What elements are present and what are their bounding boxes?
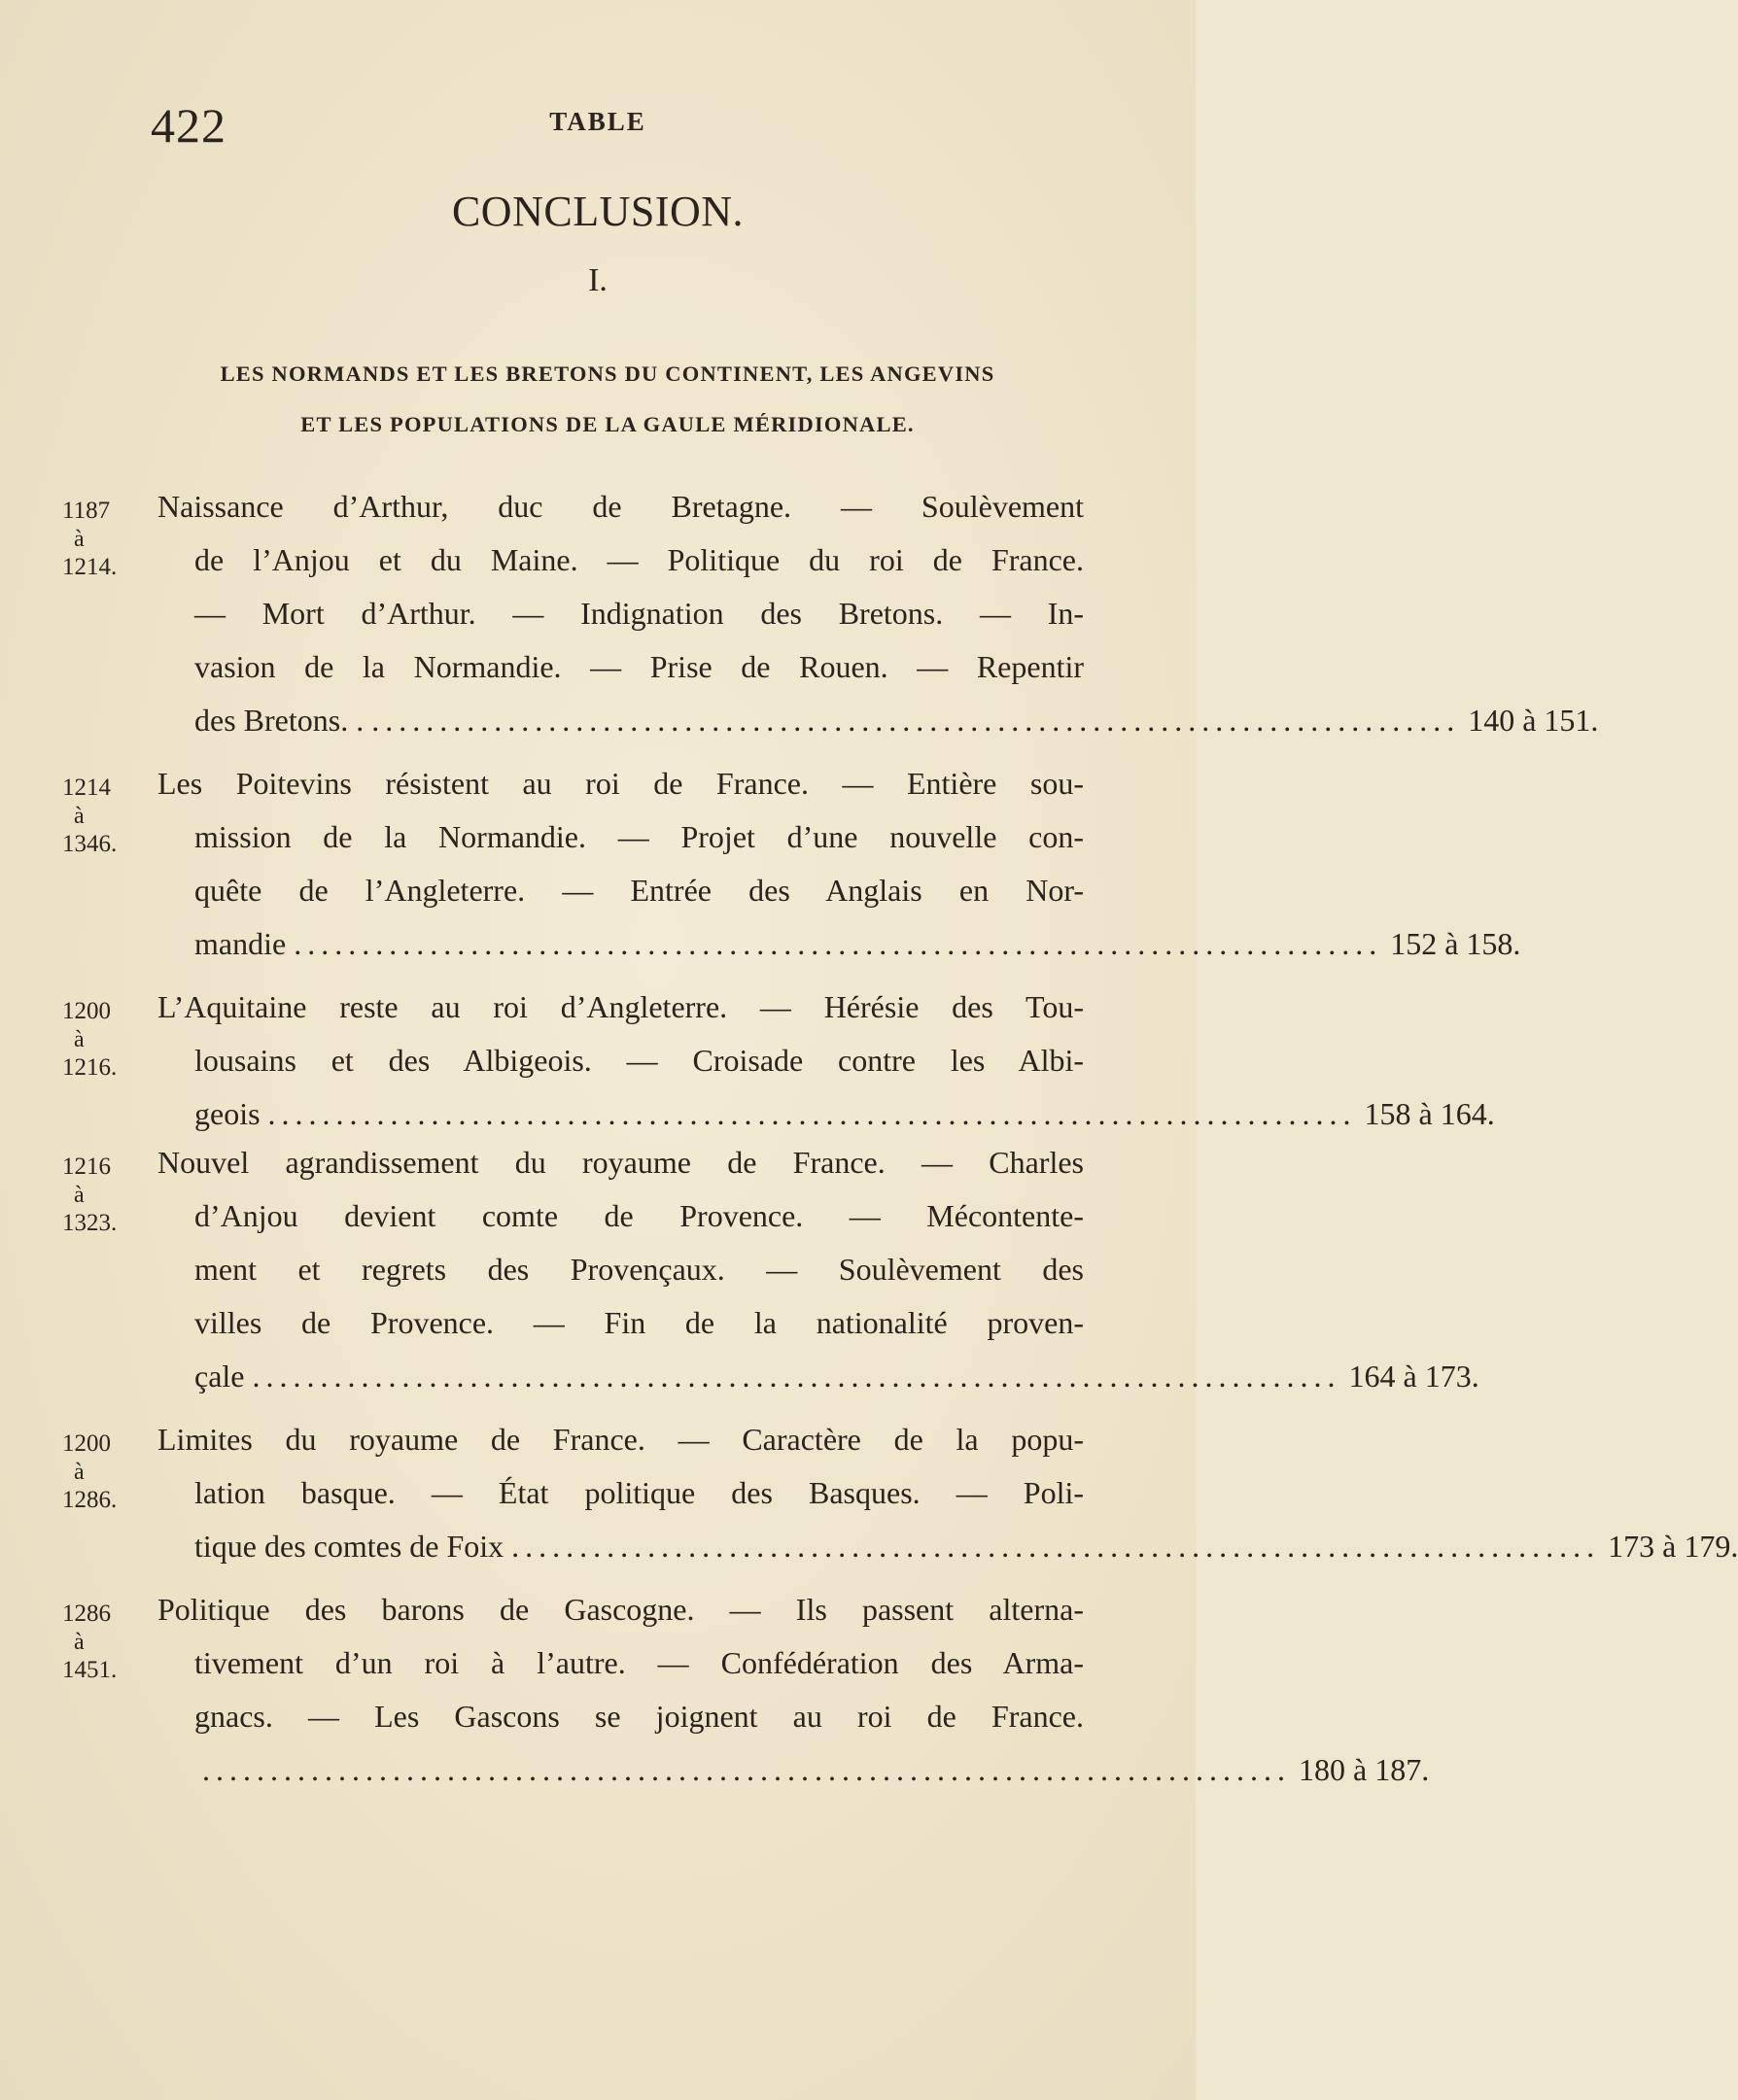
entry-date-end: 1286. bbox=[62, 1487, 118, 1513]
entry-text-line: Nouvel agrandissement du royaume de France. — Charles bbox=[157, 1145, 1084, 1180]
section-subtitle-line-1: LES NORMANDS ET LES BRETONS DU CONTINENT, LES ANGEVINS bbox=[220, 361, 995, 386]
entry-date-end: 1346. bbox=[62, 831, 118, 857]
entry-text-line: Les Poitevins résistent au roi de France. — Entière sou- bbox=[157, 766, 1084, 801]
section-number: I. bbox=[588, 262, 608, 298]
entry-date-start: 1200 bbox=[62, 1430, 111, 1457]
entry-last-text: tique des comtes de Foix bbox=[194, 1529, 504, 1564]
entry-text-line: — Mort d’Arthur. — Indignation des Bretons. — In- bbox=[194, 596, 1084, 631]
entry-text-line: lousains et des Albigeois. — Croisade contre les Albi- bbox=[194, 1043, 1084, 1078]
dot-leader: ................................................................................ bbox=[202, 1752, 1291, 1787]
entry-date-separator: à bbox=[74, 804, 85, 829]
entry-text-line: gnacs. — Les Gascons se joignent au roi de France. bbox=[194, 1699, 1084, 1734]
dot-leader: ................................................................................ bbox=[252, 1359, 1341, 1394]
entry-last-text: des Bretons. . bbox=[194, 703, 365, 738]
entry-page-reference-line bbox=[194, 1096, 1495, 1137]
dot-leader: ................................................................................ bbox=[511, 1529, 1601, 1564]
entry-date-start: 1187 bbox=[62, 498, 111, 524]
entry-last-text: çale bbox=[194, 1359, 245, 1394]
entry-page-range: 164 à 173. bbox=[1348, 1359, 1479, 1394]
entry-page-reference-line bbox=[194, 1752, 1430, 1793]
entry-date-end: 1216. bbox=[62, 1054, 118, 1081]
entry-page-range: 173 à 179. bbox=[1608, 1529, 1738, 1564]
entry-text-line: mission de la Normandie. — Projet d’une nouvelle con- bbox=[194, 819, 1084, 854]
entry-text-line: Limites du royaume de France. — Caractère de la popu- bbox=[157, 1422, 1084, 1457]
entry-date-separator: à bbox=[74, 527, 85, 552]
dot-leader: ................................................................................ bbox=[294, 926, 1383, 961]
entry-text-line: vasion de la Normandie. — Prise de Rouen. — Repentir bbox=[194, 649, 1084, 684]
entry-last-text: mandie bbox=[194, 926, 287, 961]
entry-date-separator: à bbox=[74, 1183, 85, 1208]
entry-page-reference-line bbox=[194, 1529, 1738, 1569]
entry-date-start: 1286 bbox=[62, 1601, 111, 1627]
entry-text-line: de l’Anjou et du Maine. — Politique du roi de France. bbox=[194, 542, 1084, 577]
entry-page-range: 158 à 164. bbox=[1364, 1096, 1495, 1131]
entry-page-reference-line bbox=[194, 1359, 1479, 1399]
entry-text-line: villes de Provence. — Fin de la nationalité proven- bbox=[194, 1305, 1084, 1340]
entry-page-reference-line bbox=[194, 926, 1521, 967]
entry-text-line: tivement d’un roi à l’autre. — Confédération des Arma- bbox=[194, 1645, 1084, 1680]
entry-date-start: 1200 bbox=[62, 998, 111, 1024]
entry-text-line: ment et regrets des Provençaux. — Soulèvement des bbox=[194, 1252, 1084, 1287]
entry-text-line: lation basque. — État politique des Basques. — Poli- bbox=[194, 1475, 1084, 1510]
entry-date-end: 1214. bbox=[62, 554, 118, 580]
running-head: TABLE bbox=[549, 107, 646, 136]
entry-page-range: 140 à 151. bbox=[1468, 703, 1599, 738]
dot-leader: ................................................................................ bbox=[267, 1096, 1357, 1131]
entry-date-separator: à bbox=[74, 1027, 85, 1052]
entry-date-start: 1216 bbox=[62, 1153, 111, 1180]
dot-leader: ................................................................................ bbox=[371, 703, 1461, 738]
page-number: 422 bbox=[151, 98, 226, 153]
section-title: CONCLUSION. bbox=[451, 188, 745, 235]
entry-text-line: quête de l’Angleterre. — Entrée des Anglais en Nor- bbox=[194, 873, 1084, 908]
section-subtitle-line-2: ET LES POPULATIONS DE LA GAULE MÉRIDIONALE. bbox=[300, 412, 915, 436]
entry-page-range: 180 à 187. bbox=[1299, 1752, 1430, 1787]
entry-date-end: 1451. bbox=[62, 1657, 118, 1683]
entry-last-text: geois bbox=[194, 1096, 261, 1131]
entry-date-start: 1214 bbox=[62, 775, 111, 801]
entry-text-line: Politique des barons de Gascogne. — Ils passent alterna- bbox=[157, 1592, 1084, 1627]
entry-text-line: L’Aquitaine reste au roi d’Angleterre. — Hérésie des Tou- bbox=[157, 989, 1084, 1024]
entry-date-separator: à bbox=[74, 1460, 85, 1485]
entry-text-line: Naissance d’Arthur, duc de Bretagne. — Soulèvement bbox=[157, 489, 1084, 524]
entry-date-end: 1323. bbox=[62, 1210, 118, 1236]
entry-date-separator: à bbox=[74, 1630, 85, 1655]
entry-page-range: 152 à 158. bbox=[1390, 926, 1521, 961]
entry-text-line: d’Anjou devient comte de Provence. — Mécontente- bbox=[194, 1198, 1084, 1233]
entry-page-reference-line bbox=[194, 703, 1599, 743]
